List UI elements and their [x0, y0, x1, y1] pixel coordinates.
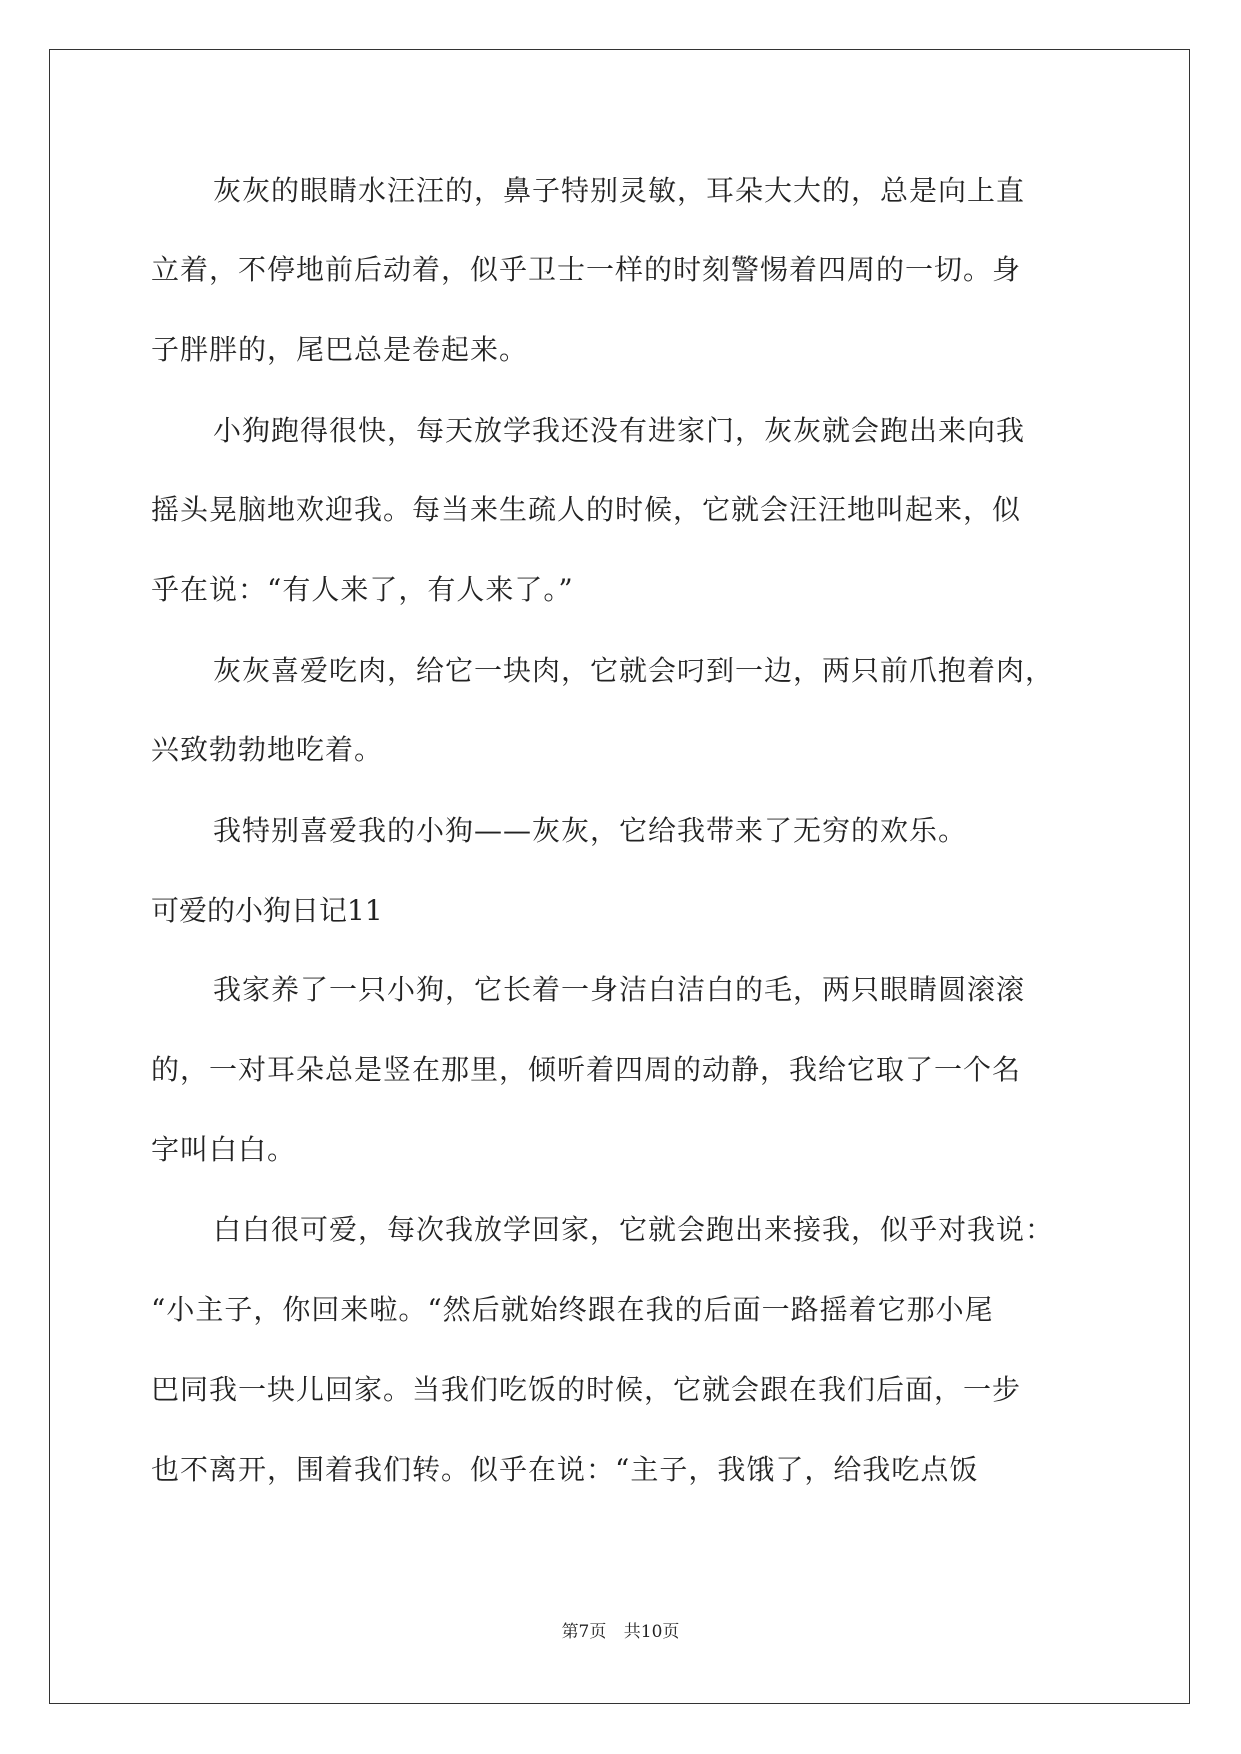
paragraph-line: 我特别喜爱我的小狗——灰灰，它给我带来了无穷的欢乐。 [213, 814, 968, 847]
paragraph-line: 灰灰的眼睛水汪汪的，鼻子特别灵敏，耳朵大大的，总是向上直 [213, 174, 1026, 207]
paragraph-line: 巴同我一块儿回家。当我们吃饭的时候，它就会跟在我们后面，一步 [151, 1373, 1022, 1406]
page-footer [0, 1620, 1241, 1644]
paragraph-line: 的，一对耳朵总是竖在那里，倾听着四周的动静，我给它取了一个名 [151, 1053, 1022, 1086]
paragraph-line: 白白很可爱，每次我放学回家，它就会跑出来接我，似乎对我说： [213, 1213, 1055, 1246]
page-number-current: 第7页 [561, 1622, 607, 1642]
paragraph-line: 灰灰喜爱吃肉，给它一块肉，它就会叼到一边，两只前爪抱着肉， [213, 654, 1055, 687]
paragraph-line: 立着，不停地前后动着，似乎卫士一样的时刻警惕着四周的一切。身 [151, 253, 1022, 286]
paragraph-line: 子胖胖的，尾巴总是卷起来。 [151, 333, 529, 366]
page-number-total: 共10页 [623, 1622, 680, 1642]
paragraph-line: 小狗跑得很快，每天放学我还没有进家门，灰灰就会跑出来向我 [213, 414, 1026, 447]
paragraph-line: 乎在说：“有人来了，有人来了。” [151, 573, 574, 606]
paragraph-line: 兴致勃勃地吃着。 [151, 733, 384, 766]
paragraph-line: 我家养了一只小狗，它长着一身洁白洁白的毛，两只眼睛圆滚滚 [213, 973, 1026, 1006]
paragraph-line: 摇头晃脑地欢迎我。每当来生疏人的时候，它就会汪汪地叫起来，似 [151, 493, 1022, 526]
paragraph-line: “小主子，你回来啦。“然后就始终跟在我的后面一路摇着它那小尾 [151, 1293, 994, 1326]
section-heading: 可爱的小狗日记11 [151, 894, 383, 927]
paragraph-line: 也不离开，围着我们转。似乎在说：“主子，我饿了，给我吃点饭 [151, 1453, 979, 1486]
paragraph-line: 字叫白白。 [151, 1133, 297, 1166]
